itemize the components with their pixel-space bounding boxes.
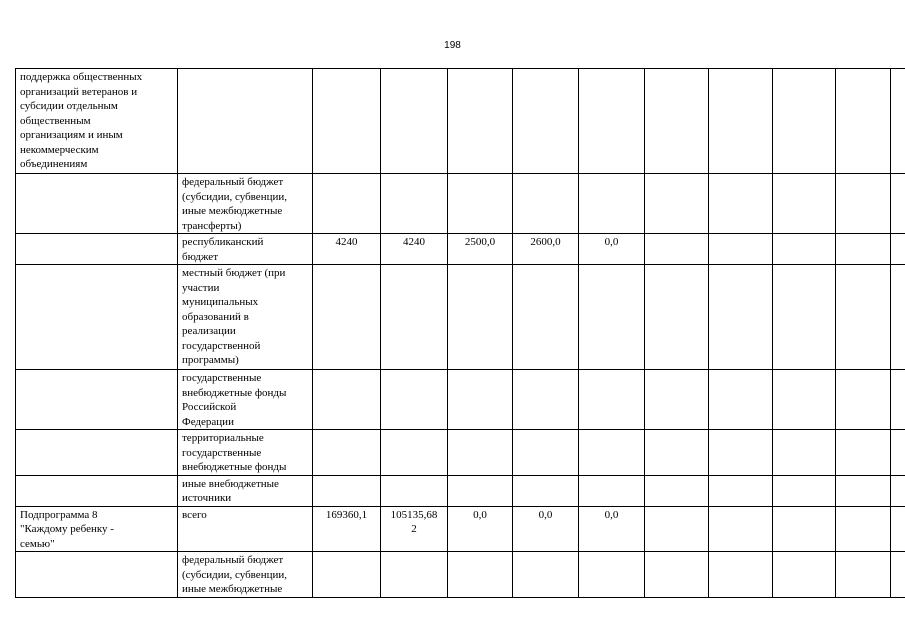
value-cell [773, 265, 836, 370]
value-cell [513, 174, 579, 234]
value-cell [891, 370, 905, 430]
value-cell [836, 506, 891, 552]
value-cell [381, 370, 448, 430]
table-row [16, 370, 905, 430]
value-cell [645, 552, 709, 598]
table-row [16, 174, 905, 234]
value-cell [381, 430, 448, 476]
value-cell [891, 552, 905, 598]
row-label-cell [16, 234, 178, 265]
value-cell [513, 552, 579, 598]
table-row [16, 265, 905, 370]
value-cell [891, 506, 905, 552]
value-cell [579, 430, 645, 476]
value-cell [579, 475, 645, 506]
value-cell [773, 430, 836, 476]
value-cell [645, 234, 709, 265]
value-cell [773, 370, 836, 430]
value-cell [709, 265, 773, 370]
value-cell [773, 506, 836, 552]
funding-source-cell: всего [178, 506, 313, 552]
value-cell [448, 265, 513, 370]
row-label-cell: Подпрограмма 8 "Каждому ребенку - семью" [16, 506, 178, 552]
value-cell [836, 69, 891, 174]
table-row [16, 234, 905, 265]
value-cell [313, 174, 381, 234]
table-row [16, 475, 905, 506]
value-cell [381, 552, 448, 598]
value-cell [513, 475, 579, 506]
value-cell [709, 174, 773, 234]
value-cell [513, 69, 579, 174]
page-number: 198 [444, 40, 461, 51]
value-cell [645, 475, 709, 506]
value-cell [313, 265, 381, 370]
value-cell [836, 430, 891, 476]
row-label-cell [16, 370, 178, 430]
value-cell [579, 370, 645, 430]
value-cell [513, 370, 579, 430]
funding-source-cell [178, 69, 313, 174]
value-cell [448, 552, 513, 598]
funding-source-cell: федеральный бюджет (субсидии, субвенции, иные межбюджетные трансферты) [178, 174, 313, 234]
value-cell: 4240 [313, 234, 381, 265]
row-label-cell [16, 552, 178, 598]
value-cell [645, 506, 709, 552]
value-cell [645, 265, 709, 370]
table-row [16, 430, 905, 476]
value-cell [579, 69, 645, 174]
value-cell: 0,0 [513, 506, 579, 552]
row-label-cell [16, 265, 178, 370]
value-cell: 0,0 [579, 234, 645, 265]
value-cell [773, 552, 836, 598]
value-cell [891, 475, 905, 506]
value-cell [579, 174, 645, 234]
row-label-cell [16, 430, 178, 476]
funding-source-cell: государственные внебюджетные фонды Российской Федерации [178, 370, 313, 430]
value-cell [513, 430, 579, 476]
value-cell [709, 69, 773, 174]
value-cell [448, 174, 513, 234]
table-row [16, 552, 905, 598]
value-cell [448, 370, 513, 430]
value-cell [381, 475, 448, 506]
value-cell [313, 430, 381, 476]
value-cell [709, 475, 773, 506]
value-cell [645, 370, 709, 430]
value-cell [313, 552, 381, 598]
value-cell [891, 234, 905, 265]
value-cell [836, 370, 891, 430]
value-cell [381, 265, 448, 370]
funding-source-cell: федеральный бюджет (субсидии, субвенции, иные межбюджетные [178, 552, 313, 598]
value-cell [313, 475, 381, 506]
value-cell [773, 475, 836, 506]
funding-source-cell: иные внебюджетные источники [178, 475, 313, 506]
value-cell [891, 174, 905, 234]
value-cell [773, 174, 836, 234]
value-cell: 105135,68 2 [381, 506, 448, 552]
value-cell [579, 265, 645, 370]
row-label-cell [16, 475, 178, 506]
value-cell: 169360,1 [313, 506, 381, 552]
value-cell [513, 265, 579, 370]
value-cell [381, 174, 448, 234]
value-cell [836, 234, 891, 265]
value-cell [448, 475, 513, 506]
value-cell [891, 69, 905, 174]
value-cell [773, 69, 836, 174]
row-label-cell [16, 174, 178, 234]
value-cell [709, 234, 773, 265]
value-cell [836, 265, 891, 370]
value-cell [773, 234, 836, 265]
funding-source-cell: местный бюджет (при участии муниципальных образований в реализации государственной программы) [178, 265, 313, 370]
value-cell: 2500,0 [448, 234, 513, 265]
table-row [16, 69, 905, 174]
value-cell [709, 506, 773, 552]
value-cell [709, 552, 773, 598]
value-cell [448, 430, 513, 476]
value-cell [709, 430, 773, 476]
value-cell [836, 552, 891, 598]
value-cell [645, 430, 709, 476]
value-cell: 4240 [381, 234, 448, 265]
value-cell [836, 475, 891, 506]
funding-source-cell: республиканский бюджет [178, 234, 313, 265]
funding-source-cell: территориальные государственные внебюджетные фонды [178, 430, 313, 476]
value-cell [645, 69, 709, 174]
table-row [16, 506, 905, 552]
value-cell: 0,0 [448, 506, 513, 552]
value-cell [709, 370, 773, 430]
value-cell [313, 370, 381, 430]
value-cell [891, 430, 905, 476]
value-cell: 2600,0 [513, 234, 579, 265]
value-cell [836, 174, 891, 234]
value-cell [381, 69, 448, 174]
value-cell [891, 265, 905, 370]
row-label-cell: поддержка общественных организаций ветеранов и субсидии отдельным общественным организациям и иным некоммерческим объединениям [16, 69, 178, 174]
value-cell [645, 174, 709, 234]
value-cell [579, 552, 645, 598]
value-cell [448, 69, 513, 174]
budget-table [15, 68, 905, 598]
value-cell [313, 69, 381, 174]
value-cell: 0,0 [579, 506, 645, 552]
